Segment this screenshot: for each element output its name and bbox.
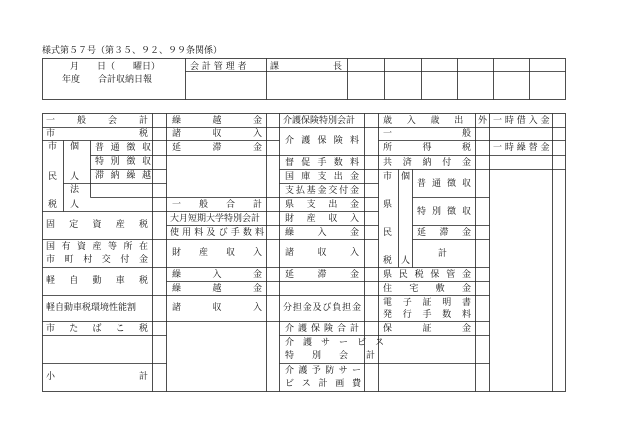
- temporary-transfer-label: 一 時 繰 替 金: [493, 143, 550, 153]
- city-char: 市: [48, 142, 58, 152]
- arrears-carryover-label: 滞 納 繰 越: [95, 171, 151, 181]
- college-account-label: 大月短期大学特別会計: [170, 214, 261, 224]
- usage-fees-label: 使用料及び手数料: [170, 228, 264, 238]
- late-charge-label-4: 延 滞 金: [417, 228, 471, 238]
- city-tobacco-tax-label: 市 た ば こ 税: [46, 324, 148, 334]
- general-label: 一 般: [383, 129, 471, 139]
- temporary-borrowing-label: 一 時 借 入 金: [493, 116, 550, 126]
- person-char-2: 人: [70, 200, 80, 210]
- chief-label: 長: [333, 62, 343, 72]
- housing-deposit-label: 住 宅 敷 金: [383, 284, 471, 294]
- reminder-fee-label: 督 促 手 数 料: [285, 158, 359, 168]
- general-total-label: 一 般 合 計: [172, 200, 262, 210]
- person-char: 人: [70, 172, 80, 182]
- normal-collection-label: 普 通 徴 収: [95, 143, 151, 153]
- care-service-line-2: 特 別 会 計: [285, 351, 376, 361]
- total-char: 計: [438, 249, 448, 259]
- normal-collection-label-4: 普 通 徴 収: [417, 179, 471, 189]
- month-day-label: 月 日（ 曜日）: [70, 62, 161, 72]
- security-deposit-label: 保 証 金: [383, 324, 471, 334]
- payment-fund-label: 支払基金交付金: [285, 186, 359, 196]
- prefecture-disbursement-label: 県 支 出 金: [285, 200, 359, 210]
- care-insurance-total-label: 介 護 保 険 合 計: [285, 324, 359, 334]
- misc-revenue-label-3: 諸 収 入: [285, 248, 359, 258]
- resident-char-4: 民: [383, 228, 393, 238]
- carryover-label: 繰 越 金: [172, 116, 262, 126]
- prefecture-char: 県: [383, 200, 393, 210]
- e-certificate-line-1: 電 子 証 明 書: [383, 298, 471, 308]
- transfer-in-label-3: 繰 入 金: [285, 228, 359, 238]
- accounting-manager-label: 会 計 管 理 者: [190, 62, 247, 72]
- national-asset-line-1: 国 有 資 産 等 所 在: [46, 242, 148, 252]
- individual-char: 個: [70, 142, 80, 152]
- national-asset-line-2: 市 町 村 交 付 金: [46, 255, 148, 265]
- late-charge-label: 延 滞 金: [172, 143, 262, 153]
- tax-char: 税: [48, 200, 58, 210]
- general-account-heading: 一 般 会 計: [46, 116, 148, 126]
- special-collection-label-4: 特 別 徴 収: [417, 207, 471, 217]
- extra-budget-heading: 歳 入 歳 出 外: [383, 116, 487, 126]
- misc-revenue-label: 諸 収 入: [172, 129, 262, 139]
- special-collection-label: 特 別 徴 収: [95, 157, 151, 167]
- mutual-aid-payment-label: 共 済 納 付 金: [383, 158, 471, 168]
- national-treasury-label: 国 庫 支 出 金: [285, 172, 359, 182]
- care-premium-label: 介 護 保 険 料: [285, 136, 359, 146]
- prefectural-tax-custody-label: 県 民 税 保 管 金: [383, 270, 471, 280]
- tax-char-4: 税: [383, 256, 393, 266]
- year-daily-report-label: 年度 合計収納日報: [62, 75, 153, 85]
- prevention-plan-line-1: 介 護 予 防 サ ー: [285, 366, 361, 376]
- care-service-line-1: 介 護 サ ー ビ ス: [285, 338, 385, 348]
- form-number: 様式第５７号（第３５、９２、９９条関係）: [42, 46, 223, 56]
- resident-char: 民: [48, 172, 58, 182]
- contribution-label: 分担金及び負担金: [283, 303, 361, 313]
- person-char-4: 人: [401, 256, 411, 266]
- property-income-label: 財 産 収 入: [172, 248, 263, 258]
- care-insurance-account-heading: 介護保険特別会計: [283, 116, 356, 126]
- light-vehicle-env-tax-label: 軽自動車税環境性能割: [46, 303, 137, 313]
- light-vehicle-tax-label: 軽 自 動 車 税: [46, 276, 148, 286]
- income-tax-label: 所 得 税: [383, 143, 471, 153]
- corporate-char: 法: [70, 185, 80, 195]
- city-char-4: 市: [383, 172, 393, 182]
- transfer-in-label: 繰 入 金: [172, 270, 262, 280]
- carryover-label-2: 繰 越 金: [172, 284, 262, 294]
- subtotal-label: 小 計: [46, 372, 148, 382]
- individual-char-4: 個: [401, 172, 411, 182]
- property-income-label-3: 財 産 収 入: [285, 214, 359, 224]
- city-tax-label: 市 税: [46, 129, 148, 139]
- fixed-asset-tax-label: 固 定 資 産 税: [46, 220, 148, 230]
- section-label: 課: [270, 62, 280, 72]
- prevention-plan-line-2: ビ ス 計 画 費: [285, 379, 361, 389]
- e-certificate-line-2: 発 行 手 数 料: [383, 310, 471, 320]
- misc-revenue-label-2: 諸 収 入: [172, 303, 262, 313]
- late-charge-label-3: 延 滞 金: [285, 270, 359, 280]
